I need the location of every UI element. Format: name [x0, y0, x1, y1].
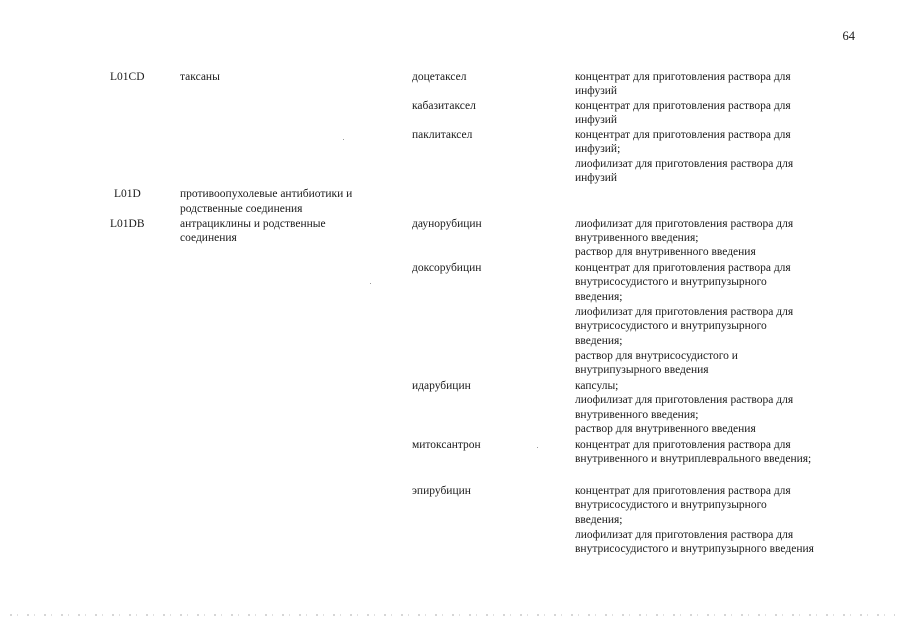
dosage-form-line: внутривенного введения; — [575, 232, 699, 244]
dosage-form-line: инфузий; — [575, 143, 621, 155]
dosage-form-line: инфузий — [575, 172, 618, 184]
drug-name: доцетаксел — [412, 71, 467, 83]
dosage-form-line: концентрат для приготовления раствора для — [575, 485, 791, 497]
group-name-line: антрациклины и родственные — [180, 218, 326, 230]
dosage-form-line: раствор для внутривенного введения — [575, 246, 756, 258]
dosage-form-line: лиофилизат для приготовления раствора для — [575, 529, 794, 541]
dosage-form-line: лиофилизат для приготовления раствора для — [575, 394, 794, 406]
dosage-form-line: концентрат для приготовления раствора для — [575, 129, 791, 141]
drug-name: доксорубицин — [412, 262, 482, 274]
dosage-form-line: внутрипузырного введения — [575, 364, 709, 376]
dosage-form-line: введения; — [575, 291, 623, 303]
dosage-form-line: внутрисосудистого и внутрипузырного — [575, 320, 767, 332]
page-number: 64 — [842, 29, 855, 43]
dosage-form-line: инфузий — [575, 114, 618, 126]
dosage-form-line: внутрисосудистого и внутрипузырного — [575, 499, 767, 511]
scan-speck — [370, 283, 371, 284]
drug-name: даунорубицин — [412, 218, 482, 230]
group-name: таксаны — [180, 71, 220, 83]
dosage-form-line: внутривенного и внутриплеврального введения; — [575, 453, 812, 465]
drug-name: эпирубицин — [412, 485, 471, 497]
group-name-line: соединения — [180, 232, 237, 244]
atc-code: L01D — [114, 188, 141, 200]
dosage-form-line: внутрисосудистого и внутрипузырного — [575, 276, 767, 288]
scan-speck — [537, 447, 538, 448]
dosage-form-line: лиофилизат для приготовления раствора для — [575, 218, 794, 230]
atc-code: L01DB — [110, 218, 145, 230]
atc-code: L01CD — [110, 71, 145, 83]
dosage-form-line: концентрат для приготовления раствора для — [575, 439, 791, 451]
dosage-form-line: концентрат для приготовления раствора для — [575, 71, 791, 83]
drug-name: митоксантрон — [412, 439, 481, 451]
scan-speck — [343, 139, 344, 140]
dosage-form-line: введения; — [575, 335, 623, 347]
dosage-form-line: инфузий — [575, 85, 618, 97]
group-name-line: противоопухолевые антибиотики и — [180, 188, 353, 200]
group-name-line: родственные соединения — [180, 203, 303, 215]
drug-name: паклитаксел — [412, 129, 473, 141]
dosage-form-line: лиофилизат для приготовления раствора для — [575, 158, 794, 170]
scan-noise — [10, 614, 895, 616]
dosage-form-line: внутривенного введения; — [575, 409, 699, 421]
drug-name: кабазитаксел — [412, 100, 476, 112]
dosage-form-line: концентрат для приготовления раствора для — [575, 262, 791, 274]
dosage-form-line: лиофилизат для приготовления раствора для — [575, 306, 794, 318]
dosage-form-line: капсулы; — [575, 380, 619, 392]
dosage-form-line: концентрат для приготовления раствора для — [575, 100, 791, 112]
dosage-form-line: введения; — [575, 514, 623, 526]
dosage-form-line: внутрисосудистого и внутрипузырного введения — [575, 543, 814, 555]
drug-name: идарубицин — [412, 380, 471, 392]
dosage-form-line: раствор для внутривенного введения — [575, 423, 756, 435]
dosage-form-line: раствор для внутрисосудистого и — [575, 350, 738, 362]
